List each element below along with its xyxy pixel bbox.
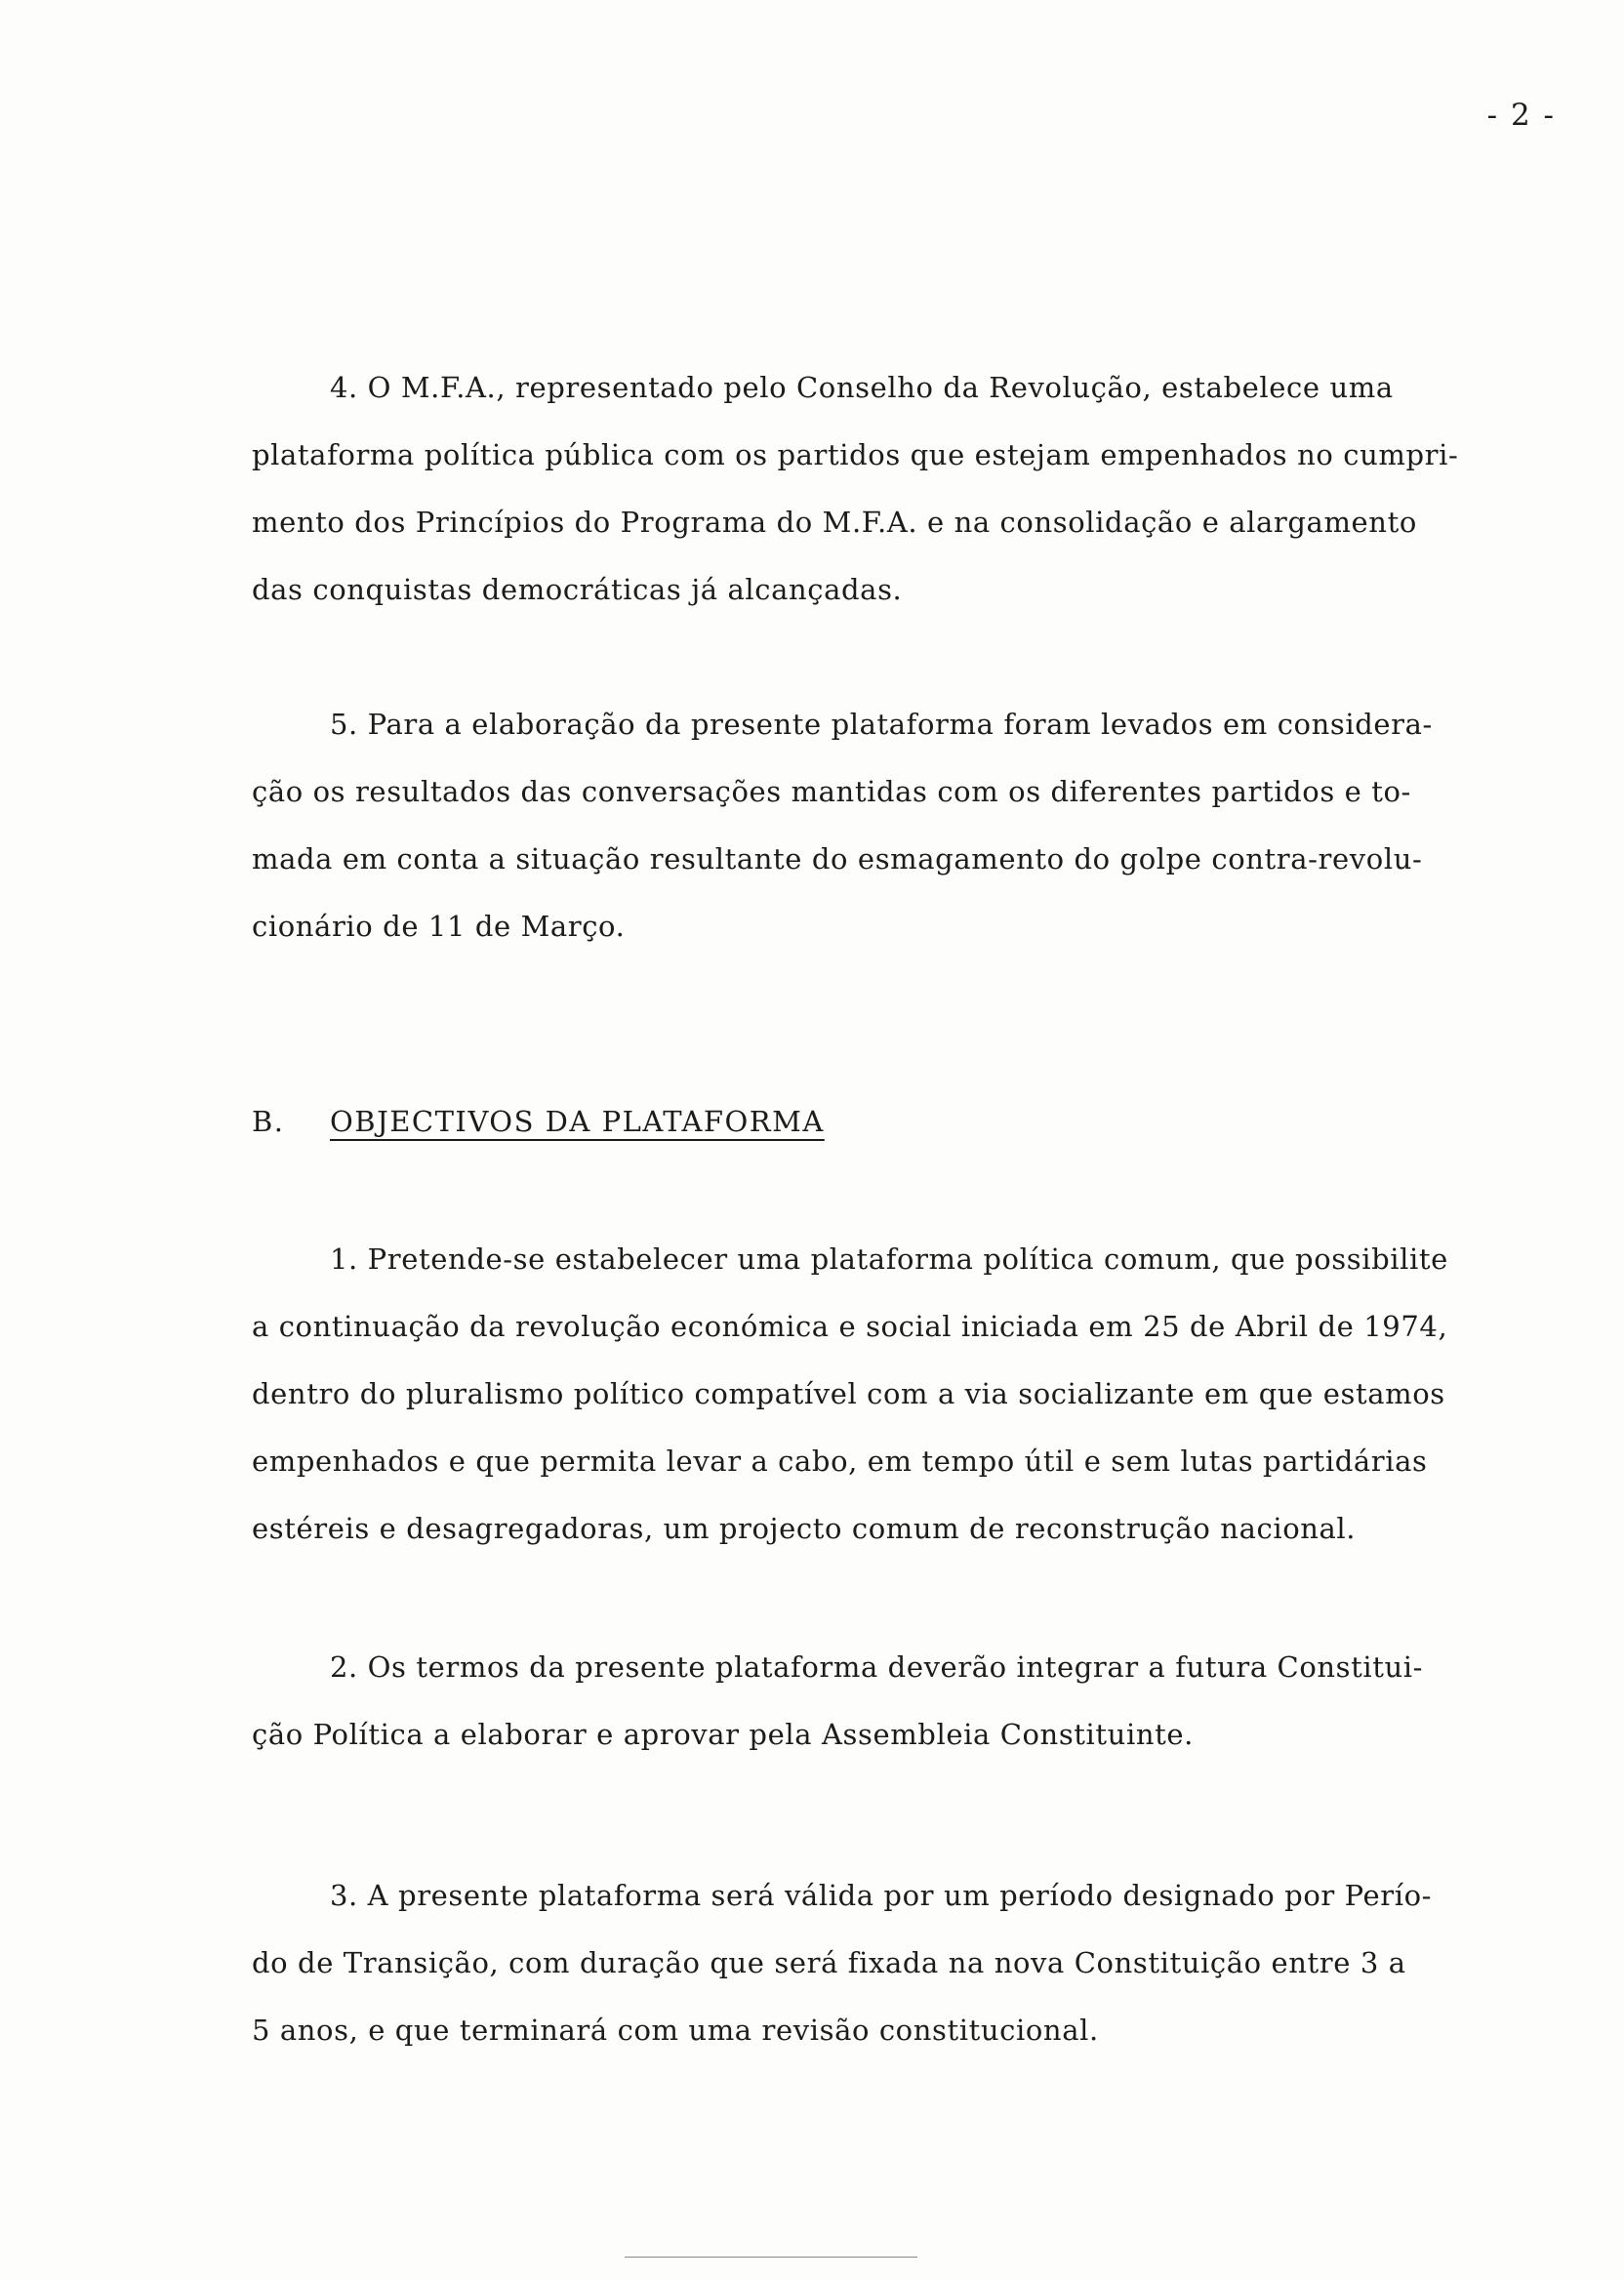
paragraph-5 xyxy=(252,691,1591,960)
text-line: ção Política a elaborar e aprovar pela Assembleia Constituinte. xyxy=(252,1718,1194,1751)
text-line: do de Transição, com duração que será fixada na nova Constituição entre 3 a xyxy=(252,1946,1406,1979)
text-line: 2. Os termos da presente plataforma deverão integrar a futura Constitui- xyxy=(330,1650,1424,1684)
text-line: plataforma política pública com os partidos que estejam empenhados no cumpri- xyxy=(252,438,1459,471)
text-line: ção os resultados das conversações mantidas com os diferentes partidos e to- xyxy=(252,775,1411,808)
section-heading xyxy=(252,1105,825,1138)
page-number: - 2 - xyxy=(1486,98,1556,133)
section-title: OBJECTIVOS DA PLATAFORMA xyxy=(330,1105,825,1138)
text-line: estéreis e desagregadoras, um projecto comum de reconstrução nacional. xyxy=(252,1512,1357,1545)
item-1 xyxy=(252,1226,1591,1563)
item-3 xyxy=(252,1862,1591,2064)
text-line: a continuação da revolução económica e social iniciada em 25 de Abril de 1974, xyxy=(252,1310,1448,1343)
text-line: empenhados e que permita levar a cabo, em tempo útil e sem lutas partidárias xyxy=(252,1445,1428,1478)
text-line: mento dos Princípios do Programa do M.F.A. e na consolidação e alargamento xyxy=(252,506,1417,539)
text-line: 5. Para a elaboração da presente plataforma foram levados em considera- xyxy=(330,708,1433,741)
paragraph-4 xyxy=(252,354,1591,624)
text-line: mada em conta a situação resultante do esmagamento do golpe contra-revolu- xyxy=(252,842,1423,875)
item-2 xyxy=(252,1634,1591,1769)
text-line: cionário de 11 de Março. xyxy=(252,910,626,943)
text-line: dentro do pluralismo político compatível com a via socializante em que estamos xyxy=(252,1377,1445,1410)
text-line: 5 anos, e que terminará com uma revisão constitucional. xyxy=(252,2014,1099,2047)
text-line: das conquistas democráticas já alcançadas. xyxy=(252,573,903,606)
section-letter: B. xyxy=(252,1105,285,1138)
bottom-rule xyxy=(625,2257,917,2258)
text-line: 4. O M.F.A., representado pelo Conselho da Revolução, estabelece uma xyxy=(330,371,1394,404)
text-line: 3. A presente plataforma será válida por um período designado por Perío- xyxy=(330,1879,1433,1912)
text-line: 1. Pretende-se estabelecer uma plataforma política comum, que possibilite xyxy=(330,1242,1448,1276)
